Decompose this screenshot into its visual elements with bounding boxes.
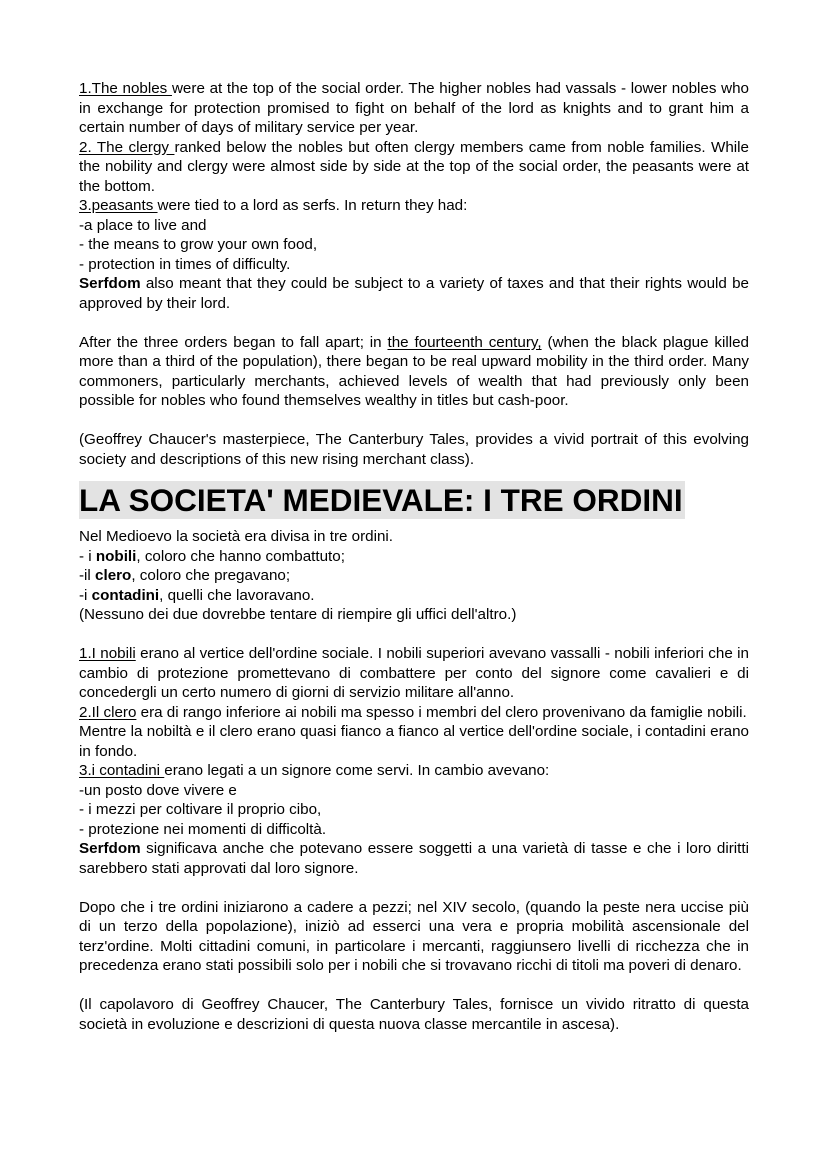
it-order-nobili	[79, 547, 749, 567]
document-body	[79, 79, 749, 1034]
it-order-clero	[79, 566, 749, 586]
it-order-prefix: -i	[79, 586, 92, 604]
it-contadini-heading: 3.i contadini	[79, 762, 165, 779]
it-contadini-text: erano legati a un signore come servi. In cambio avevano:	[164, 762, 550, 779]
en-serfdom-term: Serfdom	[79, 275, 141, 292]
it-clero-heading: 2.Il clero	[79, 703, 137, 721]
it-serfdom-text: significava anche che potevano essere soggetti a una varietà di tasse e che i loro diritti sarebbero stati approvati dal loro signore.	[79, 840, 749, 877]
it-contadini-paragraph	[79, 761, 749, 781]
heading-wrapper	[79, 481, 749, 519]
it-list-item: -un posto dove vivere e	[79, 781, 237, 799]
it-serfdom-paragraph	[79, 839, 749, 878]
it-order-term: clero	[95, 567, 132, 584]
en-list-item: -a place to live and	[79, 216, 207, 234]
en-chaucer-paragraph: (Geoffrey Chaucer's masterpiece, The Canterbury Tales, provides a vivid portrait of this evolving society and descriptions of this new rising merchant class).	[79, 431, 749, 468]
it-after-paragraph: Dopo che i tre ordini iniziarono a cadere a pezzi; nel XIV secolo, (quando la peste nera uccise più di un terzo della popolazione), iniziò ad esserci una vera e propria mobilità ascensionale del terz'ordine. Molti cittadini comuni, in particolare i mercanti, raggiunsero livelli di ricchezza che in precedenza erano stati possibili solo per i nobili che si trovavano ricchi di titoli ma poveri di denaro.	[79, 898, 749, 974]
it-note: (Nessuno dei due dovrebbe tentare di riempire gli uffici dell'altro.)	[79, 606, 517, 623]
en-fourteenth-century-link: the fourteenth century,	[387, 333, 542, 351]
it-order-desc: , quelli che lavoravano.	[159, 586, 315, 604]
it-nobili-heading: 1.I nobili	[79, 645, 136, 662]
it-list-item: - i mezzi per coltivare il proprio cibo,	[79, 801, 322, 818]
en-list-item: - the means to grow your own food,	[79, 236, 318, 253]
en-after-paragraph	[79, 333, 749, 411]
en-serfdom-paragraph	[79, 274, 749, 313]
it-chaucer-paragraph: (Il capolavoro di Geoffrey Chaucer, The Canterbury Tales, fornisce un vivido ritratto di questa società in evoluzione e descrizioni di questa nuova classe mercantile in ascesa).	[79, 996, 749, 1033]
it-serfdom-term: Serfdom	[79, 840, 141, 857]
it-nobili-text: erano al vertice dell'ordine sociale. I nobili superiori avevano vassalli - nobili inferiori che in cambio di protezione promettevano di combattere per conto del signore come cavalieri e di concedergli un certo numero di giorni di servizio militare all'anno.	[79, 645, 749, 701]
it-order-contadini	[79, 586, 749, 606]
it-nobili-paragraph	[79, 644, 749, 703]
en-peasants-paragraph	[79, 196, 749, 216]
it-order-desc: , coloro che pregavano;	[131, 567, 291, 584]
en-peasants-heading: 3.peasants	[79, 197, 158, 214]
section-heading: LA SOCIETA' MEDIEVALE: I TRE ORDINI	[79, 482, 683, 518]
en-after-text: (when the black plague killed more than a third of the population), there began to be real upward mobility in the third order. Many commoners, particularly merchants, achieved levels of wealth that had previously only been possible for nobles who found themselves wealthy in titles but cash-poor.	[79, 333, 749, 409]
it-order-prefix: - i	[79, 547, 96, 565]
it-clero-paragraph	[79, 703, 749, 723]
en-list-item: - protection in times of difficulty.	[79, 255, 291, 273]
en-nobles-text: were at the top of the social order. The higher nobles had vassals - lower nobles who in exchange for protection promised to fight on behalf of the lord as knights and to grant him a certain number of days of military service per year.	[79, 80, 749, 136]
en-clergy-text: ranked below the nobles but often clergy members came from noble families. While the nobility and clergy were almost side by side at the top of the social order, the peasants were at the bottom.	[79, 138, 749, 195]
en-clergy-paragraph	[79, 138, 749, 197]
en-clergy-heading: 2. The clergy	[79, 138, 175, 156]
en-nobles-heading: 1.The nobles	[79, 80, 172, 97]
en-serfdom-text: also meant that they could be subject to a variety of taxes and that their rights would be approved by their lord.	[79, 275, 749, 312]
en-after-lead: After the three orders began to fall apart; in	[79, 333, 388, 351]
it-clero-text: era di rango inferiore ai nobili ma spesso i membri del clero provenivano da famiglie nobili.	[136, 703, 747, 721]
it-order-prefix: -il	[79, 567, 96, 584]
en-peasants-text: were tied to a lord as serfs. In return they had:	[157, 197, 468, 214]
it-order-term: nobili	[95, 547, 137, 565]
it-nobilta-paragraph: Mentre la nobiltà e il clero erano quasi fianco a fianco al vertice dell'ordine sociale, i contadini erano in fondo.	[79, 723, 749, 760]
it-list-item: - protezione nei momenti di difficoltà.	[79, 820, 327, 838]
en-nobles-paragraph	[79, 79, 749, 138]
it-intro: Nel Medioevo la società era divisa in tre ordini.	[79, 528, 394, 545]
it-order-desc: , coloro che hanno combattuto;	[136, 547, 345, 565]
it-order-term: contadini	[91, 586, 160, 604]
